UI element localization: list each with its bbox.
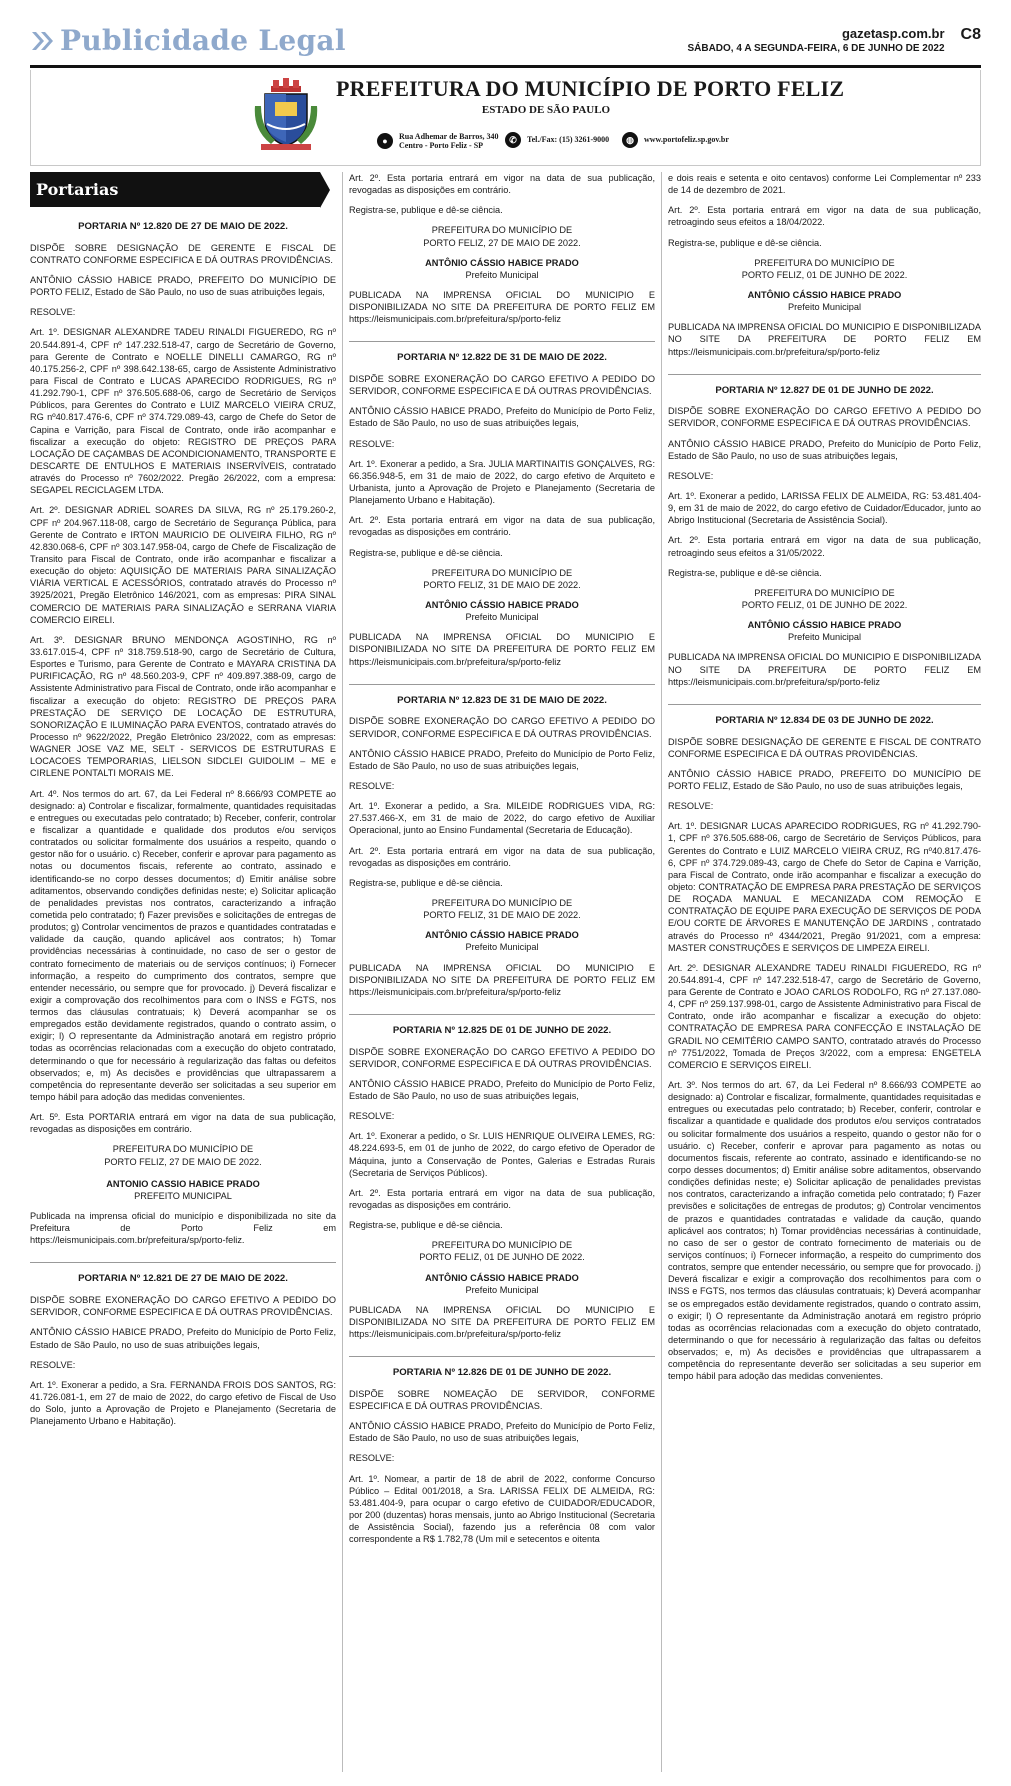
column-1: [30, 172, 336, 1772]
phone-block: [505, 132, 609, 148]
address-block: [377, 132, 499, 150]
portarias-columns: [30, 172, 981, 1786]
resolve-label: RESOLVE:: [668, 470, 714, 481]
portaria-title: PORTARIA Nº 12.825 DE 01 DE JUNHO DE 2022.: [392, 1024, 612, 1036]
double-chevron-icon: [30, 29, 56, 53]
closing: Registra-se, publique e dê-se ciência.: [668, 567, 822, 578]
sig-line-1: PREFEITURA DO MUNICÍPIO DE: [431, 567, 573, 578]
ementa: DISPÕE SOBRE EXONERAÇÃO DO CARGO EFETIVO A PEDIDO DO SERVIDOR, CONFORME ESPECIFICA E DÁ OUTRAS PROVIDÊNCIAS.: [349, 374, 655, 397]
sig-line-2: PORTO FELIZ, 01 DE JUNHO DE 2022.: [741, 600, 908, 611]
page-number: C8: [960, 26, 981, 43]
portaria-12820: [30, 221, 336, 1263]
article-1: Art. 1º. Exonerar a pedido, a Sra. MILEIDE RODRIGUES VIDA, RG: 27.537.466-X, em 31 de maio de 2022, do cargo efetivo de Auxiliar Operacional, junto ao Ensino Fundamental (Secretaria de Educação).: [349, 801, 655, 836]
preamble: ANTÔNIO CÁSSIO HABICE PRADO, Prefeito do Município de Porto Feliz, Estado de São Paulo, no uso de suas atribuições legais,: [30, 1327, 336, 1350]
article-1: Art. 1º. Exonerar a pedido, LARISSA FELIX DE ALMEIDA, RG: 53.481.404-9, em 31 de maio de 2022, do cargo efetivo de Cuidador/Educador, junto ao Abrigo Institucional (Secretaria de Assistência Social).: [668, 491, 981, 526]
portaria-title: PORTARIA Nº 12.823 DE 31 DE MAIO DE 2022.: [397, 694, 607, 706]
ementa: DISPÕE SOBRE EXONERAÇÃO DO CARGO EFETIVO A PEDIDO DO SERVIDOR, CONFORME ESPECIFICA E DÁ OUTRAS PROVIDÊNCIAS.: [349, 1046, 655, 1069]
article-1: Art. 1º. Exonerar a pedido, a Sra. FERNANDA FROIS DOS SANTOS, RG: 41.726.081-1, em 27 de maio de 2022, do cargo efetivo de Fiscal de Uso do Solo, junto a Aprovação de Projeto e Planejamento (Secretaria de Planejamento Urbano e Habitação).: [30, 1379, 336, 1427]
portaria-12821-cont: [349, 172, 655, 342]
portaria-title: PORTARIA Nº 12.822 DE 31 DE MAIO DE 2022.: [397, 352, 607, 364]
site-url[interactable]: gazetasp.com.br: [841, 26, 945, 41]
signature-block: [668, 587, 981, 644]
ementa: DISPÕE SOBRE DESIGNAÇÃO DE GERENTE E FISCAL DE CONTRATO CONFORME ESPECIFICA E DÁ OUTRAS PROVIDÊNCIAS.: [30, 242, 336, 265]
sig-line-2: PORTO FELIZ, 31 DE MAIO DE 2022.: [423, 579, 581, 590]
column-divider: [661, 172, 662, 1772]
publication-note: PUBLICADA NA IMPRENSA OFICIAL DO MUNICIPIO E DISPONIBILIZADA NO SITE DA PREFEITURA DE PORTO FELIZ EM https://leismunicipais.com.br/prefeitura/sp/porto-feliz: [349, 962, 655, 997]
portaria-12826-cont: [668, 172, 981, 375]
article-1: Art. 1º. Nomear, a partir de 18 de abril de 2022, conforme Concurso Público – Edital 001/2018, a Sra. LARISSA FELIX DE ALMEIDA, RG: 53.481.404-9, para ocupar o cargo efetivo de CUIDADOR/EDUCADOR, por 200 (duzentas) horas mensais, junto ao Abrigo Institucional (Secretaria de Assistência Social), fazendo jus a referência 08 com valor correspondente a R$ 1.782,78 (Um mil e setecentos e oitenta: [349, 1473, 655, 1545]
signer-role: Prefeito Municipal: [465, 612, 539, 623]
preamble: ANTÔNIO CÁSSIO HABICE PRADO, Prefeito do Município de Porto Feliz, Estado de São Paulo, no uso de suas atribuições legais,: [668, 438, 981, 461]
preamble: ANTÔNIO CÁSSIO HABICE PRADO, Prefeito do Município de Porto Feliz, Estado de São Paulo, no uso de suas atribuições legais,: [349, 748, 655, 771]
issue-date: SÁBADO, 4 A SEGUNDA-FEIRA, 6 DE JUNHO DE 2022: [687, 43, 945, 54]
publication-note: PUBLICADA NA IMPRENSA OFICIAL DO MUNICIPIO E DISPONIBILIZADA NO SITE DA PREFEITURA DE PORTO FELIZ EM https://leismunicipais.com.br/prefeitura/sp/porto-feliz: [668, 322, 981, 357]
closing: Registra-se, publique e dê-se ciência.: [349, 547, 503, 558]
signature-block: [349, 567, 655, 624]
closing: Registra-se, publique e dê-se ciência.: [349, 205, 503, 216]
article-1: Art. 1º. DESIGNAR ALEXANDRE TADEU RINALDI FIGUEREDO, RG nº 20.544.891-4, CPF nº 147.232.518-47, cargo de Secretário de Governo, para Gerente de Contrato e NOELLE DINELLI CAMARGO, RG nº 40.175.256-2, CPF nº 398.642.138-65, cargo de Assistente Administrativo para Fiscal de Contrato e LUCAS APARECIDO RODRIGUES, RG nº 41.292.790-1, CPF nº 376.505.688-06, cargo de Secretário de Serviços Públicos, para Gerentes do Contrato e LUIZ MARCELO VIEIRA CRUZ, RG nº40.817.476-6, CPF nº 374.729.089-43, cargo de Chefe do Setor de Capina e Varrição, para Fiscal de Contrato, onde irão acompanhar e fiscalizar a execução do objeto: REGISTRO DE PREÇOS PARA LOCAÇÃO DE CAÇAMBAS DE ACONDICIONAMENTO, TRANSPORTE E DESCARTE DE ENTULHOS E MATERIAIS INSERVÍVEIS, contratado através do Processo nº 7602/2022. Pregão 26/2022, com a empresa: SEGAPEL RECICLAGEM LTDA.: [30, 327, 336, 496]
website-text[interactable]: www.portofeliz.sp.gov.br: [644, 135, 729, 145]
article-2: Art. 2º. Esta portaria entrará em vigor na data de sua publicação, revogadas as disposições em contrário.: [349, 173, 655, 196]
portaria-title: PORTARIA Nº 12.827 DE 01 DE JUNHO DE 2022.: [715, 384, 934, 396]
portaria-12834: [668, 715, 981, 1399]
portaria-12826: [349, 1367, 655, 1561]
portaria-12821: [30, 1273, 336, 1443]
resolve-label: RESOLVE:: [349, 1453, 395, 1464]
portaria-12827: [668, 385, 981, 705]
portaria-12822: [349, 352, 655, 684]
location-pin-icon: ●: [377, 133, 393, 149]
article-4: Art. 4º. Nos termos do art. 67, da Lei Federal nº 8.666/93 COMPETE ao designado: a) Controlar e fiscalizar, formalmente, quantidades requisitadas e entregues ou executadas pelo contratado; b) Receber, conferir, controlar e fiscalizar a quantidade e qualidade dos produtos e/ou serviços contratados ou solicitar formalmente dos usuários a respeito, quando o gestor não for o usuário. c) Receber, conferir e aprovar para pagamento as notas ou documentos fiscais, referente ao contrato, assinado e identificando-se no corpo desses documentos; d) Emitir análise sobre aditamentos, observando condições definidas neste; e) Solicitar aplicação de penalidades previstas nos contratos, caracterizando a infração cometida pelo contratado; f) Fazer previsões e solicitações de entregas de produtos; g) Controlar vencimentos de prazos e quantidades contratadas e validade da caução, quando aplicável aos contratos; h) Tomar providências necessárias à continuidade, no caso de ser o gestor de contrato fornecimento de materiais ou de serviços contínuos; i) Fornecer informação, a respeito do cumprimento dos contratos, sempre que entender necessário, ou sempre que for provocado. j) Deverá fiscalizar e exigir a comprovação dos recolhimentos para com o INSS e FGTS, nos termos das cláusulas contratuais; k) Deverá acompanhar se os empregados estão devidamente registrados, quando o contrato assim, o exigir; l) O representante da Administração anotará em registro próprio todas as ocorrências relacionadas com a execução do objeto contratado, determinando o que for necessário à regularização das faltas ou defeitos observados; e, m) As decisões e providências que ultrapassarem a competência do representante deverão ser solicitadas a seu superior em tempo hábil para adoção das medidas convenientes.: [30, 788, 336, 1103]
portaria-title: PORTARIA Nº 12.826 DE 01 DE JUNHO DE 2022.: [392, 1367, 612, 1379]
signer-name: ANTÔNIO CÁSSIO HABICE PRADO: [425, 1272, 579, 1283]
sig-line-2: PORTO FELIZ, 01 DE JUNHO DE 2022.: [419, 1252, 585, 1263]
resolve-label: RESOLVE:: [30, 307, 76, 318]
signer-role: PREFEITO MUNICIPAL: [134, 1190, 232, 1201]
portaria-12825: [349, 1025, 655, 1357]
ementa: DISPÕE SOBRE NOMEAÇÃO DE SERVIDOR, CONFORME ESPECIFICA E DÁ OUTRAS PROVIDÊNCIAS.: [349, 1388, 655, 1412]
section-title-text: Publicidade Legal: [60, 24, 346, 57]
masthead: [30, 22, 981, 68]
sig-line-1: PREFEITURA DO MUNICÍPIO DE: [754, 257, 895, 268]
closing: Registra-se, publique e dê-se ciência.: [349, 1220, 503, 1231]
prefeitura-banner: [30, 70, 981, 166]
column-2: [349, 172, 655, 1772]
preamble: ANTÔNIO CÁSSIO HABICE PRADO, Prefeito do Município de Porto Feliz, Estado de São Paulo, no uso de suas atribuições legais,: [349, 406, 655, 429]
publication-note: PUBLICADA NA IMPRENSA OFICIAL DO MUNICIPIO E DISPONIBILIZADA NO SITE DA PREFEITURA DE PORTO FELIZ EM https://leismunicipais.com.br/prefeitura/sp/porto-feliz: [349, 289, 655, 325]
article-5: Art. 5º. Esta PORTARIA entrará em vigor na data de sua publicação, revogadas as disposições em contrário.: [30, 1112, 336, 1135]
signer-role: Prefeito Municipal: [465, 942, 539, 953]
portaria-title: PORTARIA Nº 12.821 DE 27 DE MAIO DE 2022.: [78, 1273, 288, 1285]
resolve-label: RESOLVE:: [349, 438, 395, 449]
phone-text: Tel./Fax: (15) 3261-9000: [527, 135, 610, 145]
signer-name: ANTÔNIO CÁSSIO HABICE PRADO: [747, 289, 902, 300]
signer-role: Prefeito Municipal: [787, 632, 862, 643]
ementa: DISPÕE SOBRE DESIGNAÇÃO DE GERENTE E FISCAL DE CONTRATO CONFORME ESPECIFICA E DÁ OUTRAS PROVIDÊNCIAS.: [668, 736, 981, 759]
website-block: [622, 132, 729, 148]
ementa: DISPÕE SOBRE EXONERAÇÃO DO CARGO EFETIVO A PEDIDO DO SERVIDOR, CONFORME ESPECIFICA E DÁ OUTRAS PROVIDÊNCIAS.: [30, 1295, 336, 1318]
article-2: Art. 2º. Esta portaria entrará em vigor na data de sua publicação, revogadas as disposições em contrário.: [349, 845, 655, 868]
ementa: DISPÕE SOBRE EXONERAÇÃO DO CARGO EFETIVO A PEDIDO DO SERVIDOR, CONFORME ESPECIFICA E DÁ OUTRAS PROVIDÊNCIAS.: [668, 406, 981, 429]
signer-role: Prefeito Municipal: [465, 1284, 539, 1295]
preamble: ANTÔNIO CÁSSIO HABICE PRADO, Prefeito do Município de Porto Feliz, Estado de São Paulo, no uso de suas atribuições legais,: [349, 1421, 655, 1444]
publication-note: Publicada na imprensa oficial do município e disponibilizada no site da Prefeitura de Porto Feliz em https://leismunicipais.com.br/prefeitura/sp/porto-feliz.: [30, 1211, 336, 1246]
resolve-label: RESOLVE:: [668, 801, 714, 812]
signer-role: Prefeito Municipal: [465, 269, 539, 280]
column-3: [668, 172, 981, 1772]
portarias-section-label: Portarias: [30, 172, 330, 207]
sig-line-2: PORTO FELIZ, 27 DE MAIO DE 2022.: [104, 1156, 262, 1167]
signature-block: [349, 897, 655, 954]
portaria-title: PORTARIA Nº 12.820 DE 27 DE MAIO DE 2022.: [78, 221, 288, 233]
article-3: Art. 3º. Nos termos do art. 67, da Lei Federal nº 8.666/93 COMPETE ao designado: a) Controlar e fiscalizar, formalmente, quantidades requisitadas e entregues ou executadas pelo contratado; b) Receber, conferir, controlar e fiscalizar a quantidade e qualidade dos produtos e/ou serviços contratados ou solicitar formalmente dos usuários a respeito, quando o gestor não for o usuário. c) Receber, conferir e aprovar para pagamento as notas ou documentos fiscais, referente ao contrato, assinado e identificando-se no corpo desses documentos; d) Emitir análise sobre aditamentos, observando condições definidas neste; e) Solicitar aplicação de penalidades previstas nos contratos, caracterizando a infração cometida pelo contratado; f) Fazer previsões e solicitações de entregas de produtos; g) Controlar vencimentos de prazos e quantidades contratadas e validade da caução, quando aplicável aos contratos; h) Tomar providências necessárias à continuidade, no caso de ser o gestor de contrato fornecimento de materiais ou de serviços contínuos; i) Fornecer informação, a respeito do cumprimento dos contratos, sempre que entender necessário, ou sempre que for provocado. j) Deverá fiscalizar e exigir a comprovação dos recolhimentos para com o INSS e FGTS, nos termos das cláusulas contratuais; k) Deverá acompanhar se os empregados estão devidamente registrados, quando o contrato assim, o exigir; l) O representante da Administração anotará em registro próprio todas as ocorrências relacionadas com a execução do objeto contratado, determinando o que for necessário à regularização das faltas ou defeitos observados; e, m) As decisões e providências que ultrapassarem a competência do representante deverão ser solicitadas a seu superior em tempo hábil para adoção das medidas convenientes.: [668, 1080, 981, 1382]
article-2: Art. 2º. DESIGNAR ALEXANDRE TADEU RINALDI FIGUEREDO, RG nº 20.544.891-4, CPF nº 147.232.518-47, cargo de Secretário de Governo, para Gerente de Contrato e JOAO CARLOS RODOLFO, RG nº 27.137.080-4, CPF nº 259.137.998-01, cargo de Assistente Administrativo para Fiscal de Contrato, onde irão acompanhar e fiscalizar a execução do objeto: CONTRATAÇÃO DE EMPRESA PARA CONFECÇÃO E INSTALAÇÃO DE GRADIL NO CEMITÉRIO CAMPO SANTO, contratado através do Processo nº 7751/2022, Tomada de Preços 3/2022, com a empresa: ENGETELA COMERCIO E SERVIÇOS EIRELI.: [668, 962, 981, 1070]
prefeitura-subtitle: ESTADO DE SÃO PAULO: [481, 104, 611, 116]
coat-of-arms-icon: [253, 76, 319, 152]
sig-line-1: PREFEITURA DO MUNICÍPIO DE: [431, 1240, 573, 1251]
issue-info: [687, 26, 981, 54]
closing: Registra-se, publique e dê-se ciência.: [349, 877, 503, 888]
article-1: Art. 1º. Exonerar a pedido, o Sr. LUIS HENRIQUE OLIVEIRA LEMES, RG: 48.224.693-5, em 01 de junho de 2022, do cargo efetivo de Operador de Máquina, junto a Conservação de Pontes, Galerias e Estradas Rurais (Secretaria de Serviços Públicos).: [349, 1131, 655, 1178]
sig-line-1: PREFEITURA DO MUNICÍPIO DE: [431, 897, 573, 908]
article-1: Art. 1º. Exonerar a pedido, a Sra. JULIA MARTINAITIS GONÇALVES, RG: 66.356.948-5, em 31 de maio de 2022, do cargo efetivo de Arquiteto e Urbanista, junto a Aprovação de Projeto e Planejamento (Secretaria de Planejamento Urbano e Habitação).: [349, 458, 655, 506]
sig-line-1: PREFEITURA DO MUNICÍPIO DE: [431, 225, 573, 236]
address-line-2: Centro - Porto Feliz - SP: [399, 141, 484, 151]
portaria-12823: [349, 695, 655, 1015]
signer-name: ANTONIO CASSIO HABICE PRADO: [106, 1178, 260, 1189]
portaria-title: PORTARIA Nº 12.834 DE 03 DE JUNHO DE 2022.: [715, 714, 934, 726]
sig-line-1: PREFEITURA DO MUNICÍPIO DE: [112, 1144, 254, 1155]
article-2: Art. 2º. Esta portaria entrará em vigor na data de sua publicação, retroagindo seus efeitos a 31/05/2022.: [668, 535, 981, 558]
article-2: Art. 2º. Esta portaria entrará em vigor na data de sua publicação, revogadas as disposições em contrário.: [349, 515, 655, 538]
prefeitura-title: PREFEITURA DO MUNICÍPIO DE PORTO FELIZ: [336, 76, 845, 101]
signer-name: ANTÔNIO CÁSSIO HABICE PRADO: [425, 600, 579, 611]
signature-block: [349, 224, 655, 281]
address-line-1: Rua Adhemar de Barros, 340: [399, 132, 499, 141]
phone-icon: ✆: [505, 132, 521, 148]
preamble: ANTÔNIO CÁSSIO HABICE PRADO, Prefeito do Município de Porto Feliz, Estado de São Paulo, no uso de suas atribuições legais,: [349, 1078, 655, 1101]
publication-note: PUBLICADA NA IMPRENSA OFICIAL DO MUNICIPIO E DISPONIBILIZADA NO SITE DA PREFEITURA DE PORTO FELIZ EM https://leismunicipais.com.br/prefeitura/sp/porto-feliz: [349, 632, 655, 667]
article-2: Art. 2º. Esta portaria entrará em vigor na data de sua publicação, revogadas as disposições em contrário.: [349, 1187, 655, 1210]
sig-line-1: PREFEITURA DO MUNICÍPIO DE: [754, 587, 895, 598]
publication-note: PUBLICADA NA IMPRENSA OFICIAL DO MUNICIPIO E DISPONIBILIZADA NO SITE DA PREFEITURA DE PORTO FELIZ EM https://leismunicipais.com.br/prefeitura/sp/porto-feliz: [349, 1304, 655, 1340]
sig-line-2: PORTO FELIZ, 27 DE MAIO DE 2022.: [423, 237, 581, 248]
signature-block: [30, 1143, 336, 1202]
article-1-cont: e dois reais e setenta e oito centavos) conforme Lei Complementar nº 233 de 14 de dezembro de 2021.: [668, 173, 981, 196]
globe-icon: ◍: [622, 132, 638, 148]
signer-name: ANTÔNIO CÁSSIO HABICE PRADO: [747, 620, 902, 631]
publication-note: PUBLICADA NA IMPRENSA OFICIAL DO MUNICIPIO E DISPONIBILIZADA NO SITE DA PREFEITURA DE PORTO FELIZ EM https://leismunicipais.com.br/prefeitura/sp/porto-feliz: [668, 652, 981, 687]
ementa: DISPÕE SOBRE EXONERAÇÃO DO CARGO EFETIVO A PEDIDO DO SERVIDOR, CONFORME ESPECIFICA E DÁ OUTRAS PROVIDÊNCIAS.: [349, 716, 655, 739]
resolve-label: RESOLVE:: [30, 1359, 76, 1370]
column-divider: [342, 172, 343, 1772]
signature-block: [349, 1239, 655, 1296]
article-1: Art. 1º. DESIGNAR LUCAS APARECIDO RODRIGUES, RG nº 41.292.790-1, CPF nº 376.505.688-06, cargo de Secretário de Serviços Públicos, para Gerentes do Contrato e LUIZ MARCELO VIEIRA CRUZ, RG nº40.817.476-6, CPF nº 374.729.089-43, cargo de Chefe do Setor de Capina e Varrição, para Fiscal de Contrato, onde irão acompanhar e fiscalizar a execução do objeto: CONTRATAÇÃO DE EMPRESA PARA PRESTAÇÃO DE SERVIÇOS DE ROÇADA MANUAL E MECANIZADA COM REMOÇÃO E CONTRATAÇÃO DE EQUIPE PARA EXECUÇÃO DE SERVIÇOS DE PODA E/OU CORTE DE ÁRVORES E MANUTENÇÃO DE JARDINS , contratado através do Processo nº 4344/2021, Pregão 91/2021, com a empresa: MASTER CONSTRUÇÕES E SERVIÇOS DE LIMPEZA EIRELI.: [668, 821, 981, 953]
signature-block: [668, 257, 981, 314]
closing: Registra-se, publique e dê-se ciência.: [668, 237, 822, 248]
sig-line-2: PORTO FELIZ, 01 DE JUNHO DE 2022.: [741, 269, 908, 280]
signer-name: ANTÔNIO CÁSSIO HABICE PRADO: [425, 257, 579, 268]
article-2: Art. 2º. DESIGNAR ADRIEL SOARES DA SILVA, RG nº 25.179.260-2, CPF nº 204.967.118-08, cargo de Secretário de Segurança Pública, para Gerente de Contrato e IRTON MAURICIO DE OLIVEIRA FILHO, RG nº 42.830.068-6, CPF nº 303.147.958-04, cargo de Chefe de Fiscalização de Transito para Fiscal de Contrato, onde irão acompanhar e fiscalizar a execução do objeto: AQUISIÇÃO DE MATERIAIS PARA SINALIZAÇÃO VIÁRIA VERTICAL E ACESSÓRIOS, contratado através do Processo nº 3925/2021, Pregão Eletrônico 146/2021, com as empresas: PIRA SINAL COMERCIO DE MATERIAIS PARA SINALIZAÇÃO e SERRANA VIARIA COMERCIO EIRELI.: [30, 505, 336, 625]
sig-line-2: PORTO FELIZ, 31 DE MAIO DE 2022.: [423, 910, 581, 921]
article-3: Art. 3º. DESIGNAR BRUNO MENDONÇA AGOSTINHO, RG nº 33.617.015-4, CPF nº 318.759.518-90, cargo de Secretário de Cultura, Esportes e Turismo, para Gerente de Contrato e MAYARA CRISTINA DA PURIFICAÇÃO, RG nº 48.560.203-9, CPF nº 409.897.388-09, cargo de Assistente Administrativo para Fiscal de Contrato, onde irão acompanhar e fiscalizar a execução do objeto: REGISTRO DE PREÇOS PARA PRESTAÇÃO DE SERVIÇO DE LOCAÇÃO DE ESTRUTURA, SONORIZAÇÃO E ILUMINAÇÃO PARA EVENTOS, contratado através do Processo nº 9622/2022, Pregão Eletrônico 23/2022, com as empresas: WAGNER JOSE VAZ ME, SELT - SERVICOS DE ESTRUTURAS E LOCACOES TEMPORARIAS, LIELSON SIDCLEI GUIDOLIM – ME e CIRLENE PONTALTI MORAIS ME.: [30, 634, 336, 779]
resolve-label: RESOLVE:: [349, 1111, 395, 1122]
signer-name: ANTÔNIO CÁSSIO HABICE PRADO: [425, 930, 579, 941]
preamble: ANTÔNIO CÁSSIO HABICE PRADO, PREFEITO DO MUNICÍPIO DE PORTO FELIZ, Estado de São Paulo, no uso de suas atribuições legais,: [668, 768, 981, 791]
header-rule: [30, 65, 981, 68]
preamble: ANTÔNIO CÁSSIO HABICE PRADO, PREFEITO DO MUNICÍPIO DE PORTO FELIZ, Estado de São Paulo, no uso de suas atribuições legais,: [30, 275, 336, 298]
article-2: Art. 2º. Esta portaria entrará em vigor na data de sua publicação, retroagindo seus efeitos a 18/04/2022.: [668, 205, 981, 228]
signer-role: Prefeito Municipal: [787, 302, 862, 313]
section-title: [30, 24, 346, 57]
resolve-label: RESOLVE:: [349, 780, 395, 791]
